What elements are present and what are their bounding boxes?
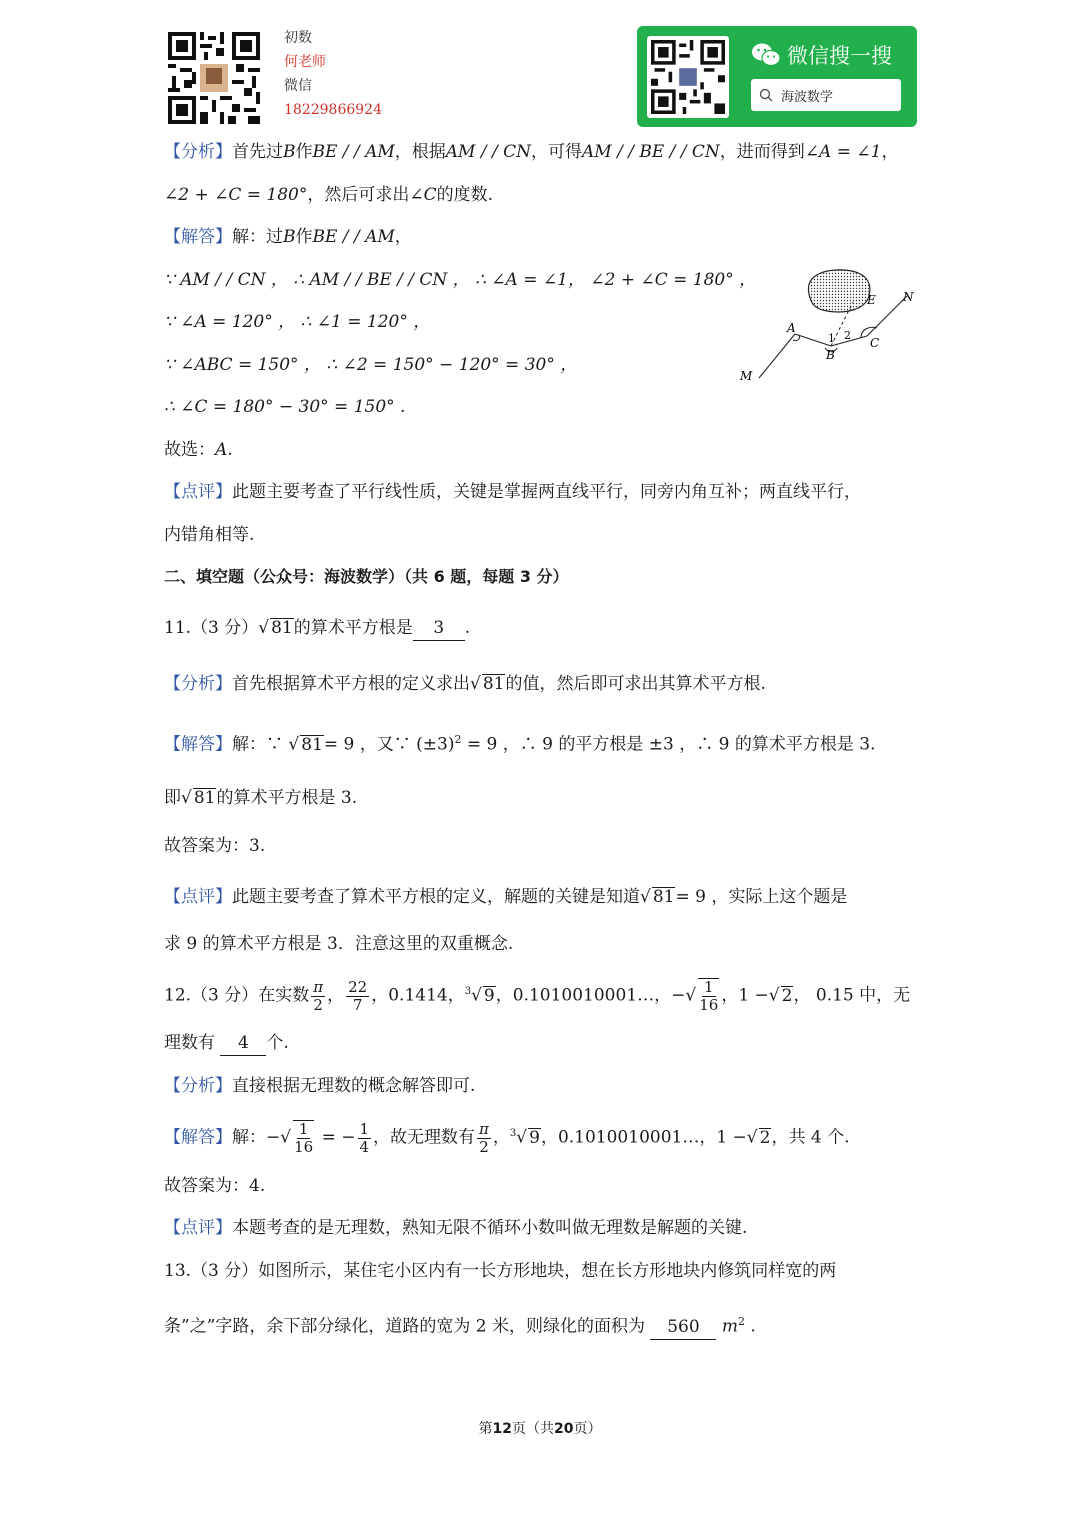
text: 条”之”字路，余下部分绿化，道路的宽为 2 米，则绿化的面积为 [164,1316,646,1337]
text: 解：∵ [232,734,283,755]
fraction-22-7 [346,979,369,1014]
denominator: 16 [699,996,719,1015]
text: 的度数. [436,185,494,205]
text: 此题主要考查了平行线性质，关键是掌握两直线平行，同旁内角互补；两直线平行， [232,482,861,502]
text: ，1 − [721,985,769,1006]
text: 作 [295,227,313,247]
text: 故选： [164,440,215,460]
numerator: 1 [704,978,714,997]
label-c: C [870,336,880,350]
q11-review-line-2: 求 9 的算术平方根是 3．注意这里的双重概念. [164,934,514,954]
numerator: 1 [298,1120,309,1139]
contact-info [284,26,382,122]
label-angle-1: 1 [828,332,835,345]
math: AM / / CN [445,142,531,162]
denominator: 4 [359,1137,370,1156]
text: = 9 ，∴ 9 的平方根是 ±3 ，∴ 9 的算术平方根是 3. [461,734,876,755]
answer-blank: 3 [413,616,465,641]
wechat-title-text: 微信搜一搜 [787,44,892,68]
answer-blank: 560 [650,1315,716,1340]
text: . [227,440,233,460]
math: AM / / BE / / CN [582,142,720,162]
text: ，可得 [531,142,582,162]
text: ， [881,142,899,162]
radicand: 9 [483,985,495,1006]
q11-review-line-1: 【点评】此题主要考查了算术平方根的定义，解题的关键是知道√ 81= 9 ，实际上这个题是 [164,887,848,907]
contact-line-2: 何老师 [284,54,326,70]
fraction-pi-2 [477,1121,491,1156]
math: ∠A = ∠1 [804,142,882,162]
lake-shape [808,270,869,312]
denominator: 16 [294,1138,314,1157]
radicand: 81 [301,734,323,755]
wechat-title [751,40,892,70]
text: − [266,1127,281,1148]
wechat-search-box[interactable] [751,79,901,111]
contact-line-1: 初数 [284,30,312,46]
q10-step-3: ∵ ∠ABC = 150° ， ∴ ∠2 = 150° − 120° = 30° ， [164,355,578,375]
numerator: 22 [348,977,368,996]
superscript: 2 [454,733,462,746]
text: ，根据 [394,142,446,162]
root-index: 3 [464,986,472,997]
text: = 9 ，又∵ (±3) [323,734,455,755]
radicand: 81 [193,788,216,808]
root-index: 3 [509,1128,517,1139]
math: B [283,227,296,247]
search-icon [759,88,773,102]
denominator: 2 [313,995,323,1014]
text: 首先过 [232,142,283,162]
text: . [750,1316,756,1337]
fraction-pi-2 [311,979,325,1014]
wechat-search-text: 海波数学 [781,89,834,105]
text: − [341,1127,356,1148]
q10-geometry-figure [735,266,920,388]
radicand: 2 [781,985,793,1006]
text: ， 0.15 中，无 [793,985,911,1006]
q12-analysis [164,1074,475,1098]
label-b: B [826,348,835,362]
analysis-tag: 【分析】 [164,674,232,694]
q10-answer-line-1 [164,225,412,249]
q11-ji: 即√ 81的算术平方根是 3. [164,788,358,808]
text: ，进而得到 [719,142,805,162]
answer-tag: 【解答】 [164,734,232,755]
text: 解： [232,1127,266,1148]
math: A [215,440,228,460]
text: = 9 ，实际上这个题是 [675,887,848,907]
numerator: 1 [359,1119,370,1138]
q12-review [164,1216,747,1240]
math: BE / / AM [312,227,395,247]
radicand: 2 [759,1127,771,1148]
math: ∠2 + ∠C = 180° [164,185,308,205]
text: − [671,985,686,1006]
numerator: π [479,1119,489,1138]
q10-step-4: ∴ ∠C = 180° − 30° = 150° . [164,397,406,417]
text: 直接根据无理数的概念解答即可. [232,1076,476,1096]
text: . [464,618,471,638]
denominator: 2 [479,1137,489,1156]
text: 11.（3 分） [164,618,259,638]
label-a: A [787,321,796,335]
radicand: 81 [652,887,675,907]
total-pages: 20 [554,1421,574,1437]
q11-final: 故答案为：3. [164,836,266,856]
q12-answer: 【解答】解：−√ $\frac{1}{16}$ = − $\frac{1}{4}$ ，故无理数有 $\frac{\pi}{2}$ ，$^3$√ 9，0.1010010001…，1 −√ 2，共 4 个. [164,1119,850,1157]
contact-phone: 18229866924 [284,102,382,118]
contact-line-3: 微信 [284,78,312,94]
text: 第 [478,1421,493,1437]
analysis-tag: 【分析】 [164,1076,232,1096]
superscript: 2 [737,1315,745,1328]
numerator: π [313,977,324,996]
text: ，然后可求出 [307,185,410,205]
wechat-logo-icon [751,42,781,68]
text: ， [394,227,412,247]
text: 理数有 [164,1033,215,1053]
q13-line-2 [164,1310,756,1340]
answer-tag: 【解答】 [164,227,232,247]
label-angle-2: 2 [844,329,851,342]
answer-blank: 4 [220,1031,266,1056]
text: 的算术平方根是 [293,618,413,638]
answer-tag: 【解答】 [164,1127,232,1148]
q10-step-2: ∵ ∠A = 120° ， ∴ ∠1 = 120° ， [164,312,431,332]
text: 页（共 [512,1421,554,1437]
text: 即 [164,788,181,808]
text: 的算术平方根是 3. [216,788,358,808]
fraction-1-16 [293,1120,314,1156]
q10-analysis-line-1 [164,140,898,164]
radicand: 81 [482,674,505,694]
text: 的值，然后即可求出其算术平方根. [505,674,766,694]
q12-stem-line-1: 12.（3 分）在实数 $\frac{\pi}{2}$ ， $\frac{22}{7}$ ，0.1414，$^3$√ 9，0.1010010001…，−√ $\frac{1}{16}$ ，1 −√ 2， 0.15 中，无 [164,977,911,1015]
qr-code-icon [651,40,725,114]
q11-answer: 【解答】解：∵ √ 81= 9 ，又∵ $(\pm 3)^2 = 9$ ，∴ 9 的平方根是 ±3 ，∴ 9 的算术平方根是 3. [164,733,876,755]
math: BE / / AM [312,142,395,162]
text: ，0.1010010001…， [495,985,672,1006]
q10-step-1: ∵ AM / / CN ， ∴ AM / / BE / / CN ， ∴ ∠A = ∠1， ∠2 + ∠C = 180° ， [164,270,757,290]
wechat-search-card [637,26,917,127]
text: 此题主要考查了算术平方根的定义，解题的关键是知道 [232,887,640,907]
wechat-qr-code [647,36,729,118]
fraction-1-16 [698,978,719,1014]
label-e: E [867,293,876,307]
q10-review-line-1 [164,480,861,504]
page-number: 12 [492,1421,512,1437]
text: 个. [266,1033,289,1053]
text: ，0.1010010001…，1 − [540,1127,747,1148]
qr-code-image [168,32,260,124]
q13-line-1: 13.（3 分）如图所示，某住宅小区内有一长方形地块，想在长方形地块内修筑同样宽的两 [164,1261,837,1281]
review-tag: 【点评】 [164,887,232,907]
fraction-1-4 [358,1121,372,1156]
text: 解：过 [232,227,283,247]
q12-stem-line-2 [164,1031,289,1056]
math: ∠C [409,185,437,205]
q10-choice [164,438,233,462]
text: 作 [295,142,313,162]
section-title: 二、填空题（公众号：海波数学）（共 6 题，每题 3 分） [164,567,569,586]
q10-analysis-line-2 [164,183,493,207]
text: ，故无理数有 [373,1127,476,1148]
text: 本题考查的是无理数，熟知无限不循环小数叫做无理数是解题的关键. [232,1218,748,1238]
label-n: N [903,290,914,304]
page-footer [0,1418,1080,1438]
unit: m [721,1316,738,1337]
review-tag: 【点评】 [164,482,232,502]
text: 首先根据算术平方根的定义求出 [232,674,470,694]
radicand: 81 [271,618,293,638]
text: 页） [573,1421,602,1437]
q11-stem: 11.（3 分）√ 81的算术平方根是 3 . [164,616,470,641]
text: ，共 4 个. [771,1127,850,1148]
denominator: 7 [352,995,363,1014]
review-tag: 【点评】 [164,1218,232,1238]
q10-review-line-2: 内错角相等. [164,525,255,545]
label-m: M [740,369,753,383]
math: B [283,142,296,162]
analysis-tag: 【分析】 [164,142,232,162]
q12-final: 故答案为：4. [164,1176,266,1196]
text: 12.（3 分）在实数 [164,985,310,1006]
radicand: 9 [529,1127,540,1148]
text: ，0.1414， [371,985,465,1006]
q11-analysis: 【分析】首先根据算术平方根的定义求出√ 81的值，然后即可求出其算术平方根. [164,674,766,694]
